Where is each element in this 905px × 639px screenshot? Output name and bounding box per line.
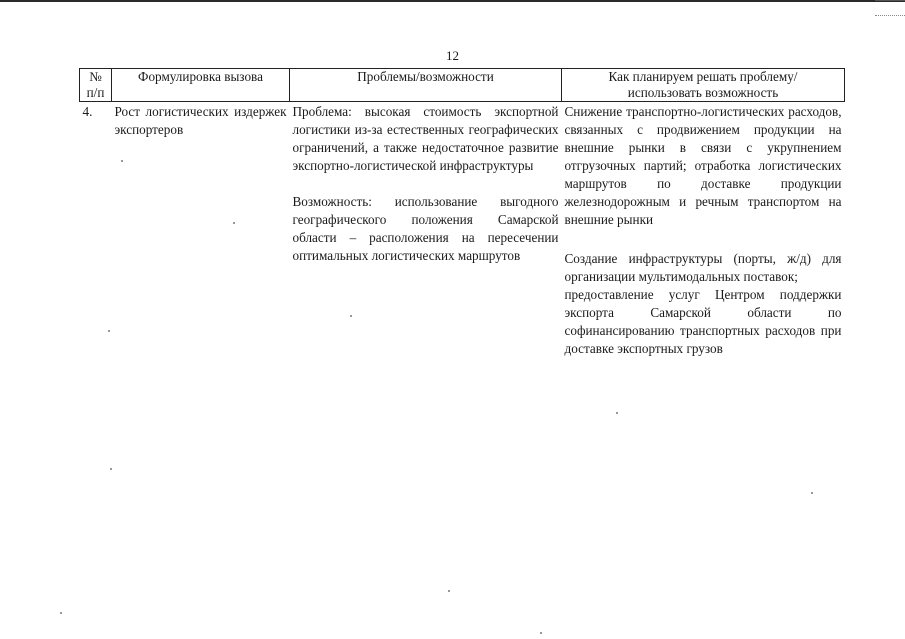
- row-solution-cell: [562, 102, 845, 359]
- scan-top-edge: [0, 0, 905, 8]
- table-row: [80, 102, 845, 359]
- row-problem-text: Проблема: высокая стоимость экспортной логистики из-за естественных географических ограничений, а также недостаточное развитие экспортно-логистической инфраструктуры: [292, 104, 559, 173]
- header-solution-line1: Как планируем решать проблему/: [608, 69, 798, 84]
- header-number-abbr: п/п: [86, 85, 105, 100]
- scan-corner-mark: [875, 0, 905, 16]
- row-solution-text-3: предоставление услуг Центром поддержки экспорта Самарской области по софинансированию транспортных расходов при доставке экспортных грузов: [564, 287, 842, 356]
- table-header-row: [80, 69, 845, 102]
- scan-speck: [121, 160, 123, 162]
- header-number-symbol: №: [89, 69, 102, 84]
- header-challenge: Формулировка вызова: [112, 69, 290, 102]
- scan-speck: [108, 330, 110, 332]
- scan-speck: [540, 632, 542, 634]
- row-problems-cell: [290, 102, 562, 359]
- scan-speck: [448, 590, 450, 592]
- page-number: 12: [446, 48, 459, 63]
- header-number: [80, 69, 112, 102]
- scan-speck: [233, 222, 235, 224]
- row-opportunity-text: Возможность: использование выгодного географического положения Самарской области – расположения на пересечении оптимальных логистических маршрутов: [292, 194, 559, 263]
- header-solution-line2: использовать возможность: [627, 85, 779, 100]
- header-problems: Проблемы/возможности: [290, 69, 562, 102]
- header-solution: [562, 69, 845, 102]
- row-number: 4.: [82, 104, 93, 119]
- challenges-table: [79, 68, 845, 358]
- row-solution-text-1: Снижение транспортно-логистических расходов, связанных с продвижением продукции на внешние рынки в связи с укрупнением отгрузочных партий; отработка логистических маршрутов по доставке продукции железнодорожным и речным транспортом на внешние рынки: [564, 104, 842, 227]
- scan-speck: [616, 412, 618, 414]
- scan-speck: [110, 468, 112, 470]
- row-challenge: Рост логистических издержек экспортеров: [114, 104, 287, 137]
- scan-speck: [811, 492, 813, 494]
- scan-speck: [350, 315, 352, 317]
- row-solution-text-2: Создание инфраструктуры (порты, ж/д) для организации мультимодальных поставок;: [564, 251, 842, 284]
- scan-speck: [60, 612, 62, 614]
